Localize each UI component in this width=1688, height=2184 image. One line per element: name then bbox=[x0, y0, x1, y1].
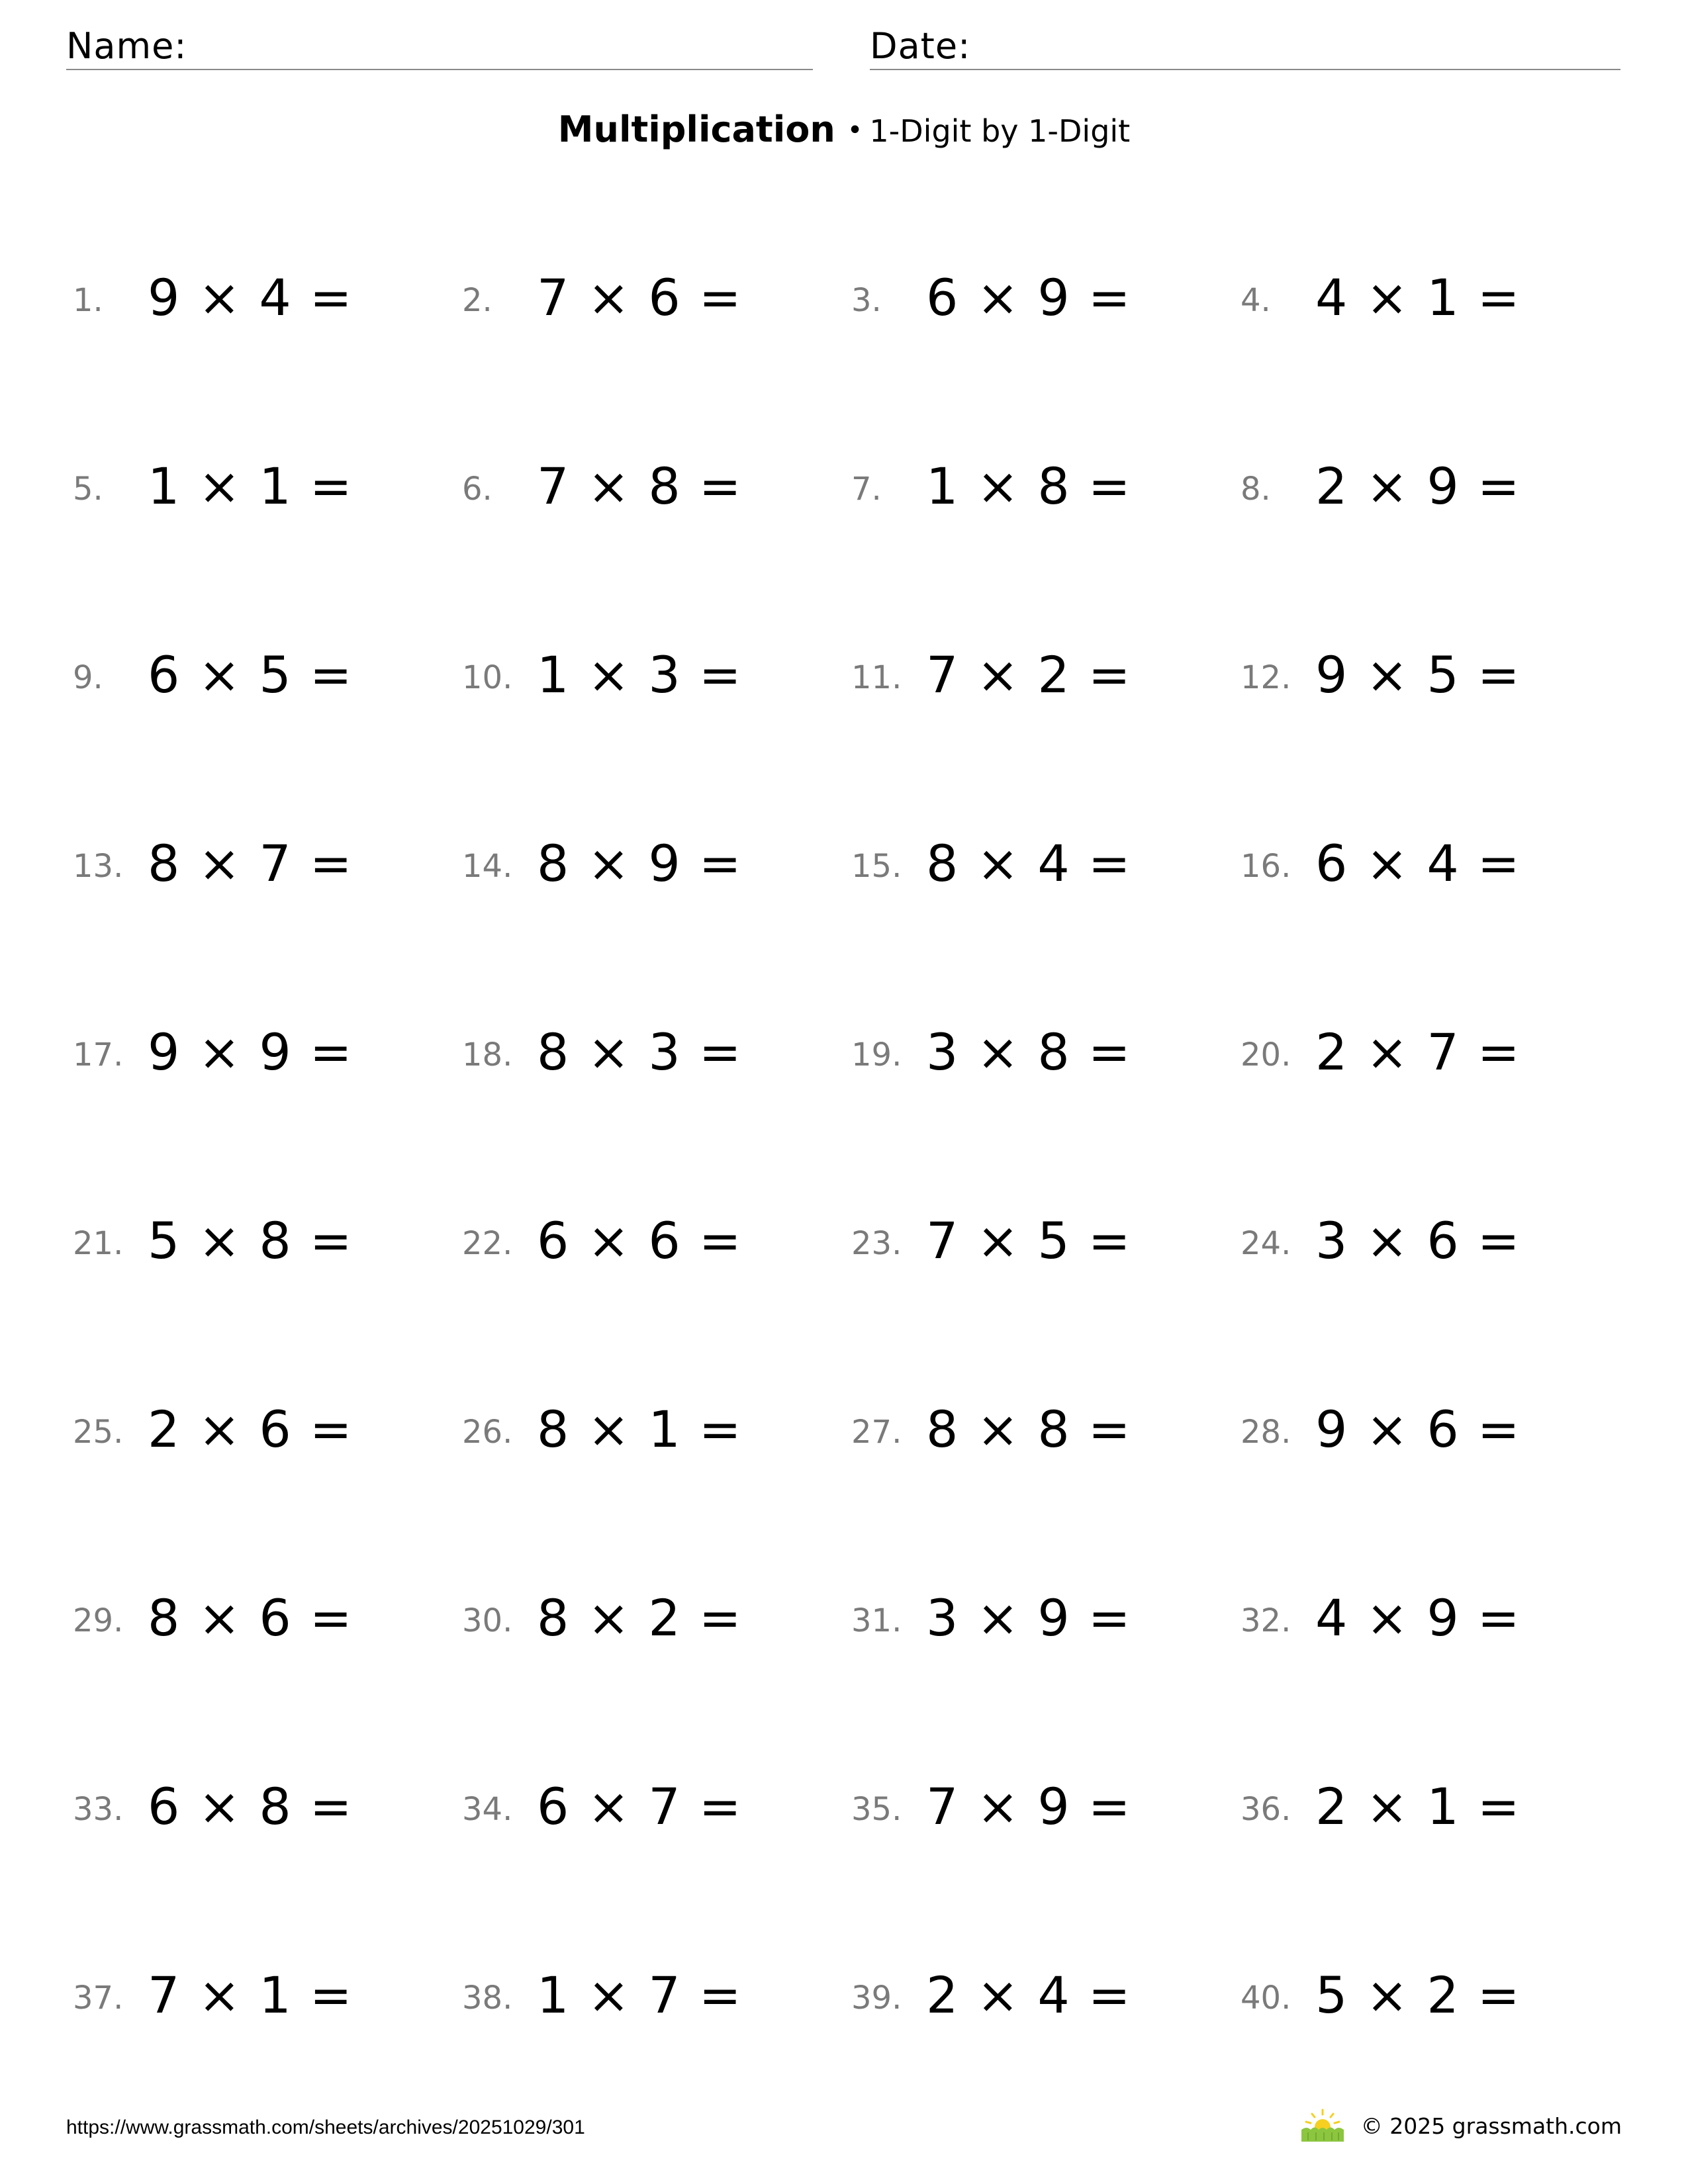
problem-item bbox=[1241, 435, 1630, 527]
name-field[interactable] bbox=[66, 24, 813, 70]
problem-number: 39. bbox=[851, 1979, 902, 2017]
problem-item bbox=[462, 812, 851, 905]
problem-expression: 2 × 7 = bbox=[1315, 1023, 1521, 1081]
problem-number: 10. bbox=[462, 659, 513, 696]
problem-item bbox=[73, 246, 462, 339]
problem-item bbox=[73, 435, 462, 527]
date-field[interactable] bbox=[870, 24, 1620, 70]
problem-expression: 6 × 5 = bbox=[148, 645, 353, 704]
problem-expression: 8 × 8 = bbox=[926, 1400, 1132, 1459]
problem-number: 1. bbox=[73, 282, 103, 319]
problem-expression: 1 × 8 = bbox=[926, 457, 1132, 516]
footer-copyright: © 2025 grassmath.com bbox=[1360, 2113, 1622, 2139]
problem-item bbox=[851, 1189, 1241, 1282]
problem-number: 27. bbox=[851, 1414, 902, 1451]
problem-item bbox=[462, 1567, 851, 1659]
problem-expression: 6 × 8 = bbox=[148, 1777, 353, 1836]
problem-item bbox=[1241, 1755, 1630, 1848]
problem-number: 16. bbox=[1241, 848, 1291, 885]
problem-number: 13. bbox=[73, 848, 124, 885]
problem-number: 8. bbox=[1241, 471, 1271, 508]
problem-expression: 6 × 9 = bbox=[926, 268, 1132, 327]
problem-expression: 2 × 1 = bbox=[1315, 1777, 1521, 1836]
problem-item bbox=[73, 1567, 462, 1659]
problem-number: 19. bbox=[851, 1036, 902, 1073]
problem-item bbox=[1241, 1189, 1630, 1282]
problem-expression: 8 × 6 = bbox=[148, 1588, 353, 1647]
problem-expression: 8 × 7 = bbox=[148, 834, 353, 893]
worksheet-title bbox=[0, 106, 1688, 162]
problem-number: 31. bbox=[851, 1602, 902, 1639]
problem-item bbox=[1241, 1567, 1630, 1659]
problem-number: 37. bbox=[73, 1979, 124, 2017]
problem-number: 23. bbox=[851, 1225, 902, 1262]
problem-number: 30. bbox=[462, 1602, 513, 1639]
problem-number: 4. bbox=[1241, 282, 1271, 319]
problem-expression: 3 × 9 = bbox=[926, 1588, 1132, 1647]
problem-expression: 9 × 9 = bbox=[148, 1023, 353, 1081]
problem-number: 5. bbox=[73, 471, 103, 508]
problem-number: 3. bbox=[851, 282, 882, 319]
problem-item bbox=[73, 623, 462, 716]
problem-item bbox=[851, 623, 1241, 716]
problem-item bbox=[462, 435, 851, 527]
problem-expression: 7 × 6 = bbox=[537, 268, 743, 327]
problem-item bbox=[851, 1944, 1241, 2036]
problem-item bbox=[1241, 812, 1630, 905]
problem-number: 32. bbox=[1241, 1602, 1291, 1639]
problem-number: 14. bbox=[462, 848, 513, 885]
title-main: Multiplication bbox=[557, 109, 835, 150]
problem-item bbox=[73, 812, 462, 905]
problem-number: 18. bbox=[462, 1036, 513, 1073]
problem-item bbox=[851, 1755, 1241, 1848]
problem-item bbox=[73, 1755, 462, 1848]
problem-number: 28. bbox=[1241, 1414, 1291, 1451]
problem-item bbox=[1241, 1378, 1630, 1471]
problem-expression: 8 × 9 = bbox=[537, 834, 743, 893]
problem-number: 36. bbox=[1241, 1791, 1291, 1828]
problem-number: 11. bbox=[851, 659, 902, 696]
problem-item bbox=[73, 1378, 462, 1471]
problem-number: 34. bbox=[462, 1791, 513, 1828]
problem-number: 6. bbox=[462, 471, 492, 508]
problem-number: 24. bbox=[1241, 1225, 1291, 1262]
problem-number: 2. bbox=[462, 282, 492, 319]
problem-number: 33. bbox=[73, 1791, 124, 1828]
problem-number: 12. bbox=[1241, 659, 1291, 696]
problem-expression: 5 × 2 = bbox=[1315, 1966, 1521, 2025]
problem-expression: 9 × 5 = bbox=[1315, 645, 1521, 704]
problem-expression: 3 × 6 = bbox=[1315, 1211, 1521, 1270]
problem-number: 35. bbox=[851, 1791, 902, 1828]
problem-item bbox=[851, 1001, 1241, 1093]
problem-item bbox=[1241, 246, 1630, 339]
problem-expression: 2 × 9 = bbox=[1315, 457, 1521, 516]
problem-item bbox=[462, 246, 851, 339]
footer-url: https://www.grassmath.com/sheets/archives/20251029/301 bbox=[66, 2116, 585, 2138]
problem-item bbox=[73, 1189, 462, 1282]
problem-expression: 8 × 1 = bbox=[537, 1400, 743, 1459]
problem-expression: 7 × 8 = bbox=[537, 457, 743, 516]
problem-number: 29. bbox=[73, 1602, 124, 1639]
problem-number: 15. bbox=[851, 848, 902, 885]
problem-item bbox=[462, 1378, 851, 1471]
problem-number: 7. bbox=[851, 471, 882, 508]
problem-expression: 4 × 9 = bbox=[1315, 1588, 1521, 1647]
problem-expression: 6 × 7 = bbox=[537, 1777, 743, 1836]
problem-expression: 9 × 4 = bbox=[148, 268, 353, 327]
problem-expression: 9 × 6 = bbox=[1315, 1400, 1521, 1459]
problem-expression: 8 × 4 = bbox=[926, 834, 1132, 893]
name-label: Name: bbox=[66, 25, 187, 67]
problem-item bbox=[462, 1189, 851, 1282]
problem-number: 22. bbox=[462, 1225, 513, 1262]
problem-expression: 7 × 1 = bbox=[148, 1966, 353, 2025]
problem-expression: 7 × 9 = bbox=[926, 1777, 1132, 1836]
problem-item bbox=[851, 1567, 1241, 1659]
problem-number: 25. bbox=[73, 1414, 124, 1451]
problem-expression: 8 × 2 = bbox=[537, 1588, 743, 1647]
problem-expression: 8 × 3 = bbox=[537, 1023, 743, 1081]
problem-expression: 6 × 6 = bbox=[537, 1211, 743, 1270]
problem-item bbox=[462, 1001, 851, 1093]
problem-expression: 3 × 8 = bbox=[926, 1023, 1132, 1081]
title-subtitle: 1-Digit by 1-Digit bbox=[869, 113, 1131, 149]
title-bullet: • bbox=[847, 115, 863, 146]
problem-item bbox=[73, 1944, 462, 2036]
problem-item bbox=[851, 1378, 1241, 1471]
problem-item bbox=[1241, 1001, 1630, 1093]
problem-expression: 5 × 8 = bbox=[148, 1211, 353, 1270]
problem-item bbox=[1241, 1944, 1630, 2036]
problem-expression: 2 × 4 = bbox=[926, 1966, 1132, 2025]
problem-number: 17. bbox=[73, 1036, 124, 1073]
sun-over-grass-icon bbox=[1299, 2109, 1346, 2143]
problem-number: 40. bbox=[1241, 1979, 1291, 2017]
problem-item bbox=[851, 246, 1241, 339]
problem-expression: 1 × 7 = bbox=[537, 1966, 743, 2025]
problem-number: 38. bbox=[462, 1979, 513, 2017]
problem-item bbox=[851, 435, 1241, 527]
problem-grid bbox=[73, 246, 1628, 2126]
problem-number: 20. bbox=[1241, 1036, 1291, 1073]
problem-number: 9. bbox=[73, 659, 103, 696]
problem-number: 21. bbox=[73, 1225, 124, 1262]
problem-item bbox=[462, 623, 851, 716]
problem-number: 26. bbox=[462, 1414, 513, 1451]
problem-expression: 1 × 1 = bbox=[148, 457, 353, 516]
problem-expression: 2 × 6 = bbox=[148, 1400, 353, 1459]
problem-expression: 7 × 2 = bbox=[926, 645, 1132, 704]
problem-item bbox=[462, 1755, 851, 1848]
problem-item bbox=[851, 812, 1241, 905]
problem-expression: 1 × 3 = bbox=[537, 645, 743, 704]
problem-expression: 4 × 1 = bbox=[1315, 268, 1521, 327]
footer-brand bbox=[1299, 2109, 1622, 2143]
problem-expression: 6 × 4 = bbox=[1315, 834, 1521, 893]
problem-item bbox=[462, 1944, 851, 2036]
problem-expression: 7 × 5 = bbox=[926, 1211, 1132, 1270]
problem-item bbox=[73, 1001, 462, 1093]
problem-item bbox=[1241, 623, 1630, 716]
date-label: Date: bbox=[870, 25, 971, 67]
